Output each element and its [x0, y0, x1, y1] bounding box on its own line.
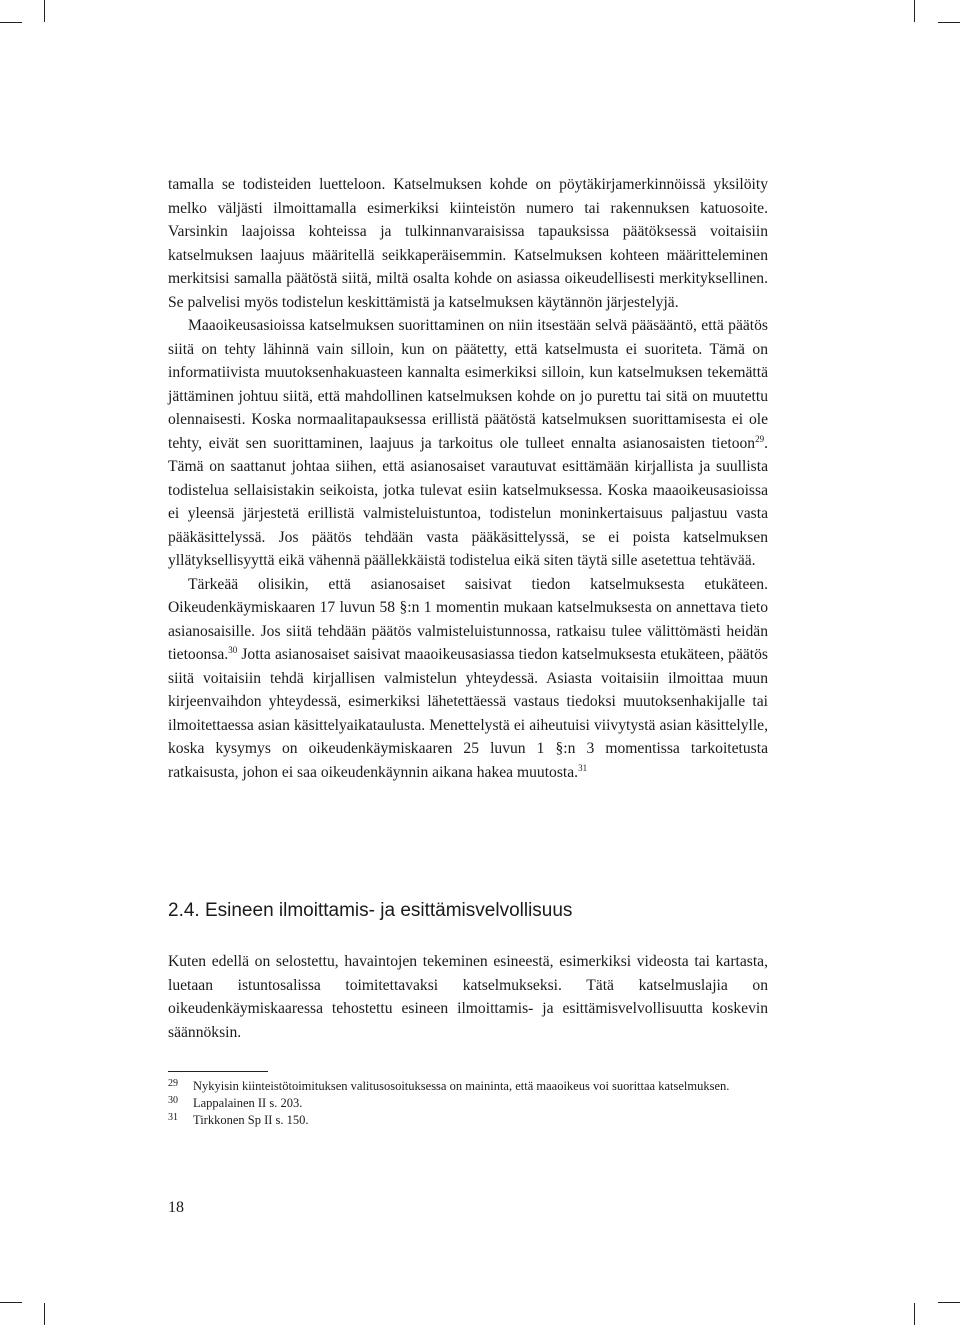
- crop-mark: [914, 1303, 915, 1325]
- crop-mark: [938, 22, 960, 23]
- footnote-ref: 30: [228, 645, 238, 655]
- section-heading: 2.4. Esineen ilmoittamis- ja esittämisvelvollisuus: [168, 900, 573, 921]
- paragraph: Maaoikeusasioissa katselmuksen suorittaminen on niin itsestään selvä pääsääntö, että päätös siitä on tehty lähinnä vain silloin, kun on päätetty, että katselmusta ei suoriteta. Tämä on informatiivista muutoksenhakuasteen kannalta esimerkiksi silloin, kun katselmuksen tekemättä jättäminen johtuu siitä, että mahdollinen katselmuksen kohde on jo purettu tai sitä on muutettu olennaisesti. Koska normaalitapauksessa erillistä päätöstä katselmuksen suorittamisesta ei ole tehty, eivät sen suorittaminen, laajuus ja tarkoitus ole tulleet ennalta asianosaisten tietoon$^{29}$. Tämä on saattanut johtaa siihen, että asianosaiset varautuvat esittämään kirjallista ja suullista todistelua sellaisistakin seikoista, jotka tulevat esiin katselmuksessa. Koska maaoikeusasioissa ei yleensä järjestetä erillistä valmisteluistuntoa, todistelun moninkertaisuus paljastuu vasta pääkäsittelyssä. Jos päätös tehdään vasta pääkäsittelyssä, se ei poista katselmuksen yllätyksellisyyttä eikä vähennä päällekkäistä todistelua eikä siten täytä sille asetettua tehtävää.: [168, 317, 768, 569]
- footnote: [168, 1078, 768, 1095]
- footnote-text: Lappalainen II s. 203.: [193, 1096, 303, 1110]
- footnote-number: 31: [168, 1112, 178, 1123]
- footnote: [168, 1095, 768, 1112]
- footnotes: [168, 1078, 768, 1129]
- footnote-text: Tirkkonen Sp II s. 150.: [193, 1113, 309, 1127]
- footnote: [168, 1112, 768, 1129]
- footnote-ref: 29: [755, 433, 765, 444]
- footnote-ref: 31: [578, 762, 588, 773]
- paragraph: Kuten edellä on selostettu, havaintojen tekeminen esineestä, esimerkiksi videosta tai kartasta, luetaan istuntosalissa toimitettavaksi katselmukseksi. Tätä katselmuslajia on oikeudenkäymiskaaressa tehostettu esineen ilmoittamis- ja esittämisvelvollisuutta koskevin säännöksin.: [168, 953, 768, 1041]
- paragraph: tamalla se todisteiden luetteloon. Katselmuksen kohde on pöytäkirjamerkinnöissä yksilöity melko väljästi ilmoittamalla esimerkiksi kiinteistön numero tai rakennuksen katuosoite. Varsinkin laajoissa kohteissa ja tulkinnanvaraisissa tapauksissa päätöksessä voitaisiin katselmuksen laajuus määritellä seikkaperäisemmin. Katselmuksen kohteen määritteleminen merkitsisi samalla päätöstä siitä, miltä osalta kohde on asiassa oikeudellisesti merkityksellinen. Se palvelisi myös todistelun keskittämistä ja katselmuksen käytännön järjestelyjä.: [168, 176, 768, 311]
- body-text: [168, 950, 768, 1044]
- footnote-text: Nykyisin kiinteistötoimituksen valitusosoituksessa on maininta, että maaoikeus voi suorittaa katselmuksen.: [193, 1079, 730, 1093]
- page-number: 18: [168, 1199, 184, 1216]
- footnote-rule: [168, 1071, 268, 1072]
- paragraph: Tärkeää olisikin, että asianosaiset saisivat tiedon katselmuksesta etukäteen. Oikeudenkäymiskaaren 17 luvun 58 §:n 1 momentin mukaan katselmuksesta on annettava tieto asianosaisille. Jos siitä tehdään päätös valmisteluistunnossa, ratkaisu tulee välittömästi heidän tietoonsa.$^{30}$ Jotta asianosaiset saisivat maaoikeusasiassa tiedon katselmuksesta etukäteen, päätös siitä voitaisiin tehdä kirjallisen valmistelun yhteydessä. Asiasta voitaisiin ilmoittaa muun kirjeenvaihdon yhteydessä, esimerkiksi lähetettäessä vastaus tiedoksi muutoksenhakijalle tai ilmoitettaessa asian käsittelyaikataulusta. Menettelystä ei aiheutuisi viivytystä asian käsittelylle, koska kysymys on oikeudenkäymiskaaren 25 luvun 1 §:n 3 momentissa tarkoitetusta ratkaisusta, johon ei saa oikeudenkäynnin aikana hakea muutosta.$^{31}$: [168, 575, 768, 781]
- footnote-number: 29: [168, 1078, 178, 1089]
- crop-mark: [938, 1302, 960, 1303]
- crop-mark: [914, 0, 915, 22]
- crop-mark: [0, 22, 22, 23]
- crop-mark: [0, 1302, 22, 1303]
- crop-mark: [44, 0, 45, 22]
- footnote-number: 30: [168, 1095, 178, 1106]
- crop-mark: [44, 1303, 45, 1325]
- body-text: [168, 173, 768, 784]
